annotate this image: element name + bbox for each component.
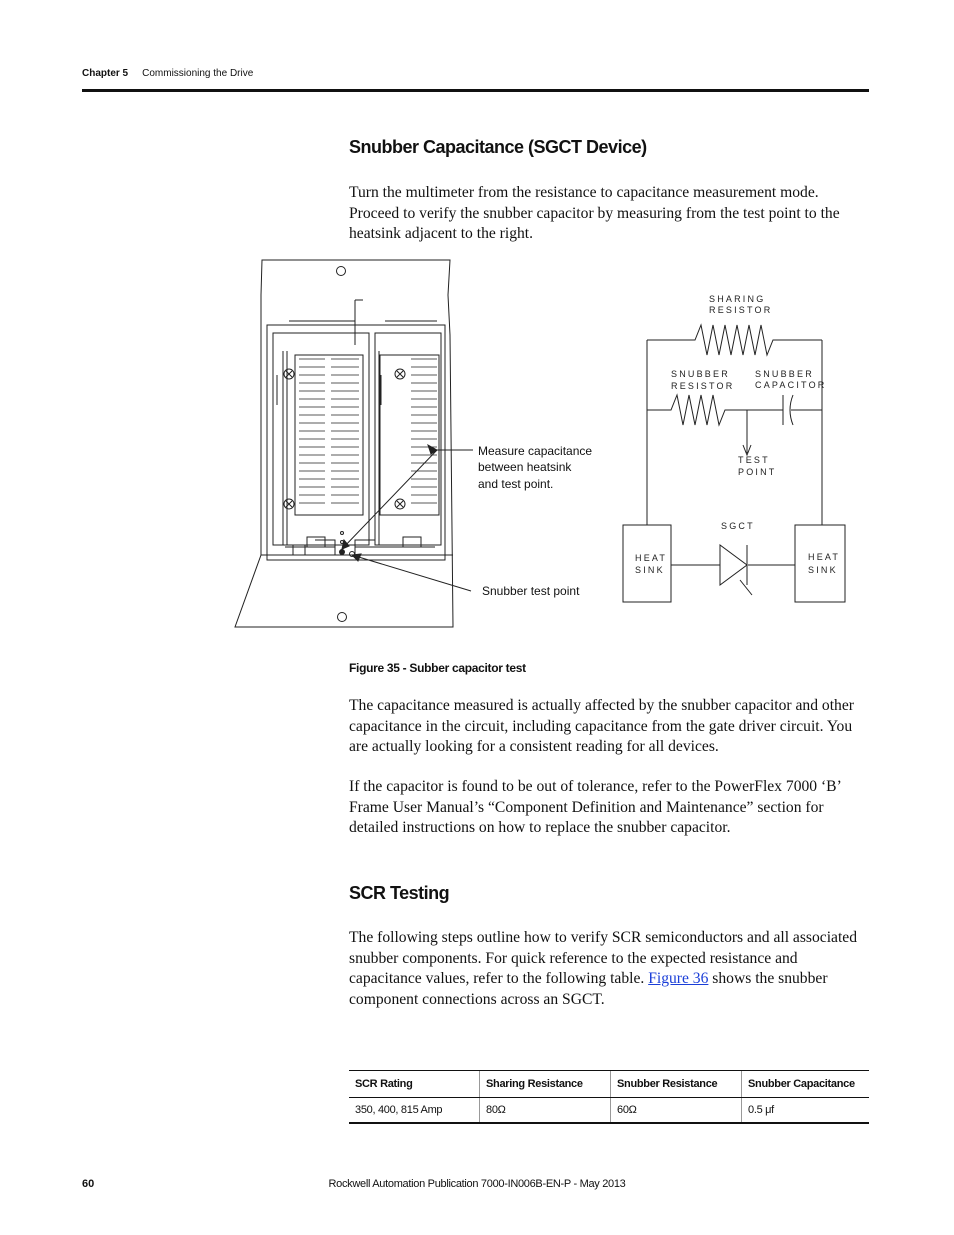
figure-snubber-capacitor-test xyxy=(225,255,865,640)
column-header-sharing-resistance: Sharing Resistance xyxy=(480,1071,611,1098)
cell-scr-rating: 350, 400, 815 Amp xyxy=(349,1098,480,1124)
callout-arrow-measure xyxy=(342,450,473,549)
paragraph-tolerance: If the capacitor is found to be out of tolerance, refer to the PowerFlex 7000 ‘B’ Frame User Manual’s “Component Definition and Maintenance” section for detailed instructions on how to replace the snubber capacitor. xyxy=(349,778,841,836)
label-test-point-1: TEST xyxy=(738,455,770,465)
page-number: 60 xyxy=(82,1178,95,1190)
paragraph-scr-intro xyxy=(349,928,869,1010)
cell-snubber-resistance: 60Ω xyxy=(611,1098,742,1124)
footer-publication: Rockwell Automation Publication 7000-IN006B-EN-P - May 2013 xyxy=(328,1178,626,1190)
label-snubber-capacitor-1: SNUBBER xyxy=(755,369,814,379)
column-header-snubber-capacitance: Snubber Capacitance xyxy=(742,1071,870,1098)
header-rule xyxy=(82,89,869,92)
paragraph-intro: Turn the multimeter from the resistance to capacitance measurement mode. Proceed to verify the snubber capacitor by measuring from the test point to the heatsink adjacent to the right. xyxy=(349,184,840,242)
column-header-snubber-resistance: Snubber Resistance xyxy=(611,1071,742,1098)
snubber-values-table xyxy=(349,1070,869,1124)
scr-intro-end: shows the snubber component connections across an SGCT. xyxy=(349,970,828,1008)
callout-measure-line-1: Measure capacitance xyxy=(478,444,593,458)
heatsink-fins-left xyxy=(299,359,437,503)
label-heat-sink-right-1: HEAT xyxy=(808,552,841,562)
table-row xyxy=(349,1098,869,1124)
label-snubber-resistor-1: SNUBBER xyxy=(671,369,730,379)
device-photo-drawing xyxy=(235,260,453,627)
paragraph-capacitance: The capacitance measured is actually affected by the snubber capacitor and other capacitance in the circuit, including capacitance from the gate driver circuit. You are actually looking for a consistent reading for all devices. xyxy=(349,697,854,755)
label-snubber-resistor-2: RESISTOR xyxy=(671,381,735,391)
label-heat-sink-right-2: SINK xyxy=(808,565,838,575)
callout-measure-line-2: between heatsink xyxy=(478,460,572,474)
label-heat-sink-left-2: SINK xyxy=(635,565,665,575)
running-header xyxy=(82,68,253,79)
label-heat-sink-left-1: HEAT xyxy=(635,553,668,563)
label-sgct: SGCT xyxy=(721,521,755,531)
chapter-label: Chapter 5 xyxy=(82,68,129,79)
chapter-title: Commissioning the Drive xyxy=(142,68,254,79)
figure-36-link[interactable]: Figure 36 xyxy=(648,970,709,987)
label-test-point-2: POINT xyxy=(738,467,777,477)
figure-caption: Figure 35 - Subber capacitor test xyxy=(349,661,526,675)
scr-intro-start: The following steps outline how to verify SCR semiconductors and all associated snubber components. For quick reference to the expected resistance and capacitance values, refer to the following table. xyxy=(349,929,858,987)
section-heading-snubber: Snubber Capacitance (SGCT Device) xyxy=(349,137,647,157)
section-heading-scr-testing: SCR Testing xyxy=(349,883,450,903)
cell-snubber-capacitance: 0.5 μf xyxy=(742,1098,870,1124)
table-header-row xyxy=(349,1071,869,1098)
label-snubber-capacitor-2: CAPACITOR xyxy=(755,380,827,390)
callout-test-point: Snubber test point xyxy=(482,584,580,598)
callout-measure-line-3: and test point. xyxy=(478,477,554,491)
label-sharing-resistor-2: RESISTOR xyxy=(709,305,773,315)
column-header-scr-rating: SCR Rating xyxy=(349,1071,480,1098)
cell-sharing-resistance: 80Ω xyxy=(480,1098,611,1124)
label-sharing-resistor-1: SHARING xyxy=(709,294,766,304)
